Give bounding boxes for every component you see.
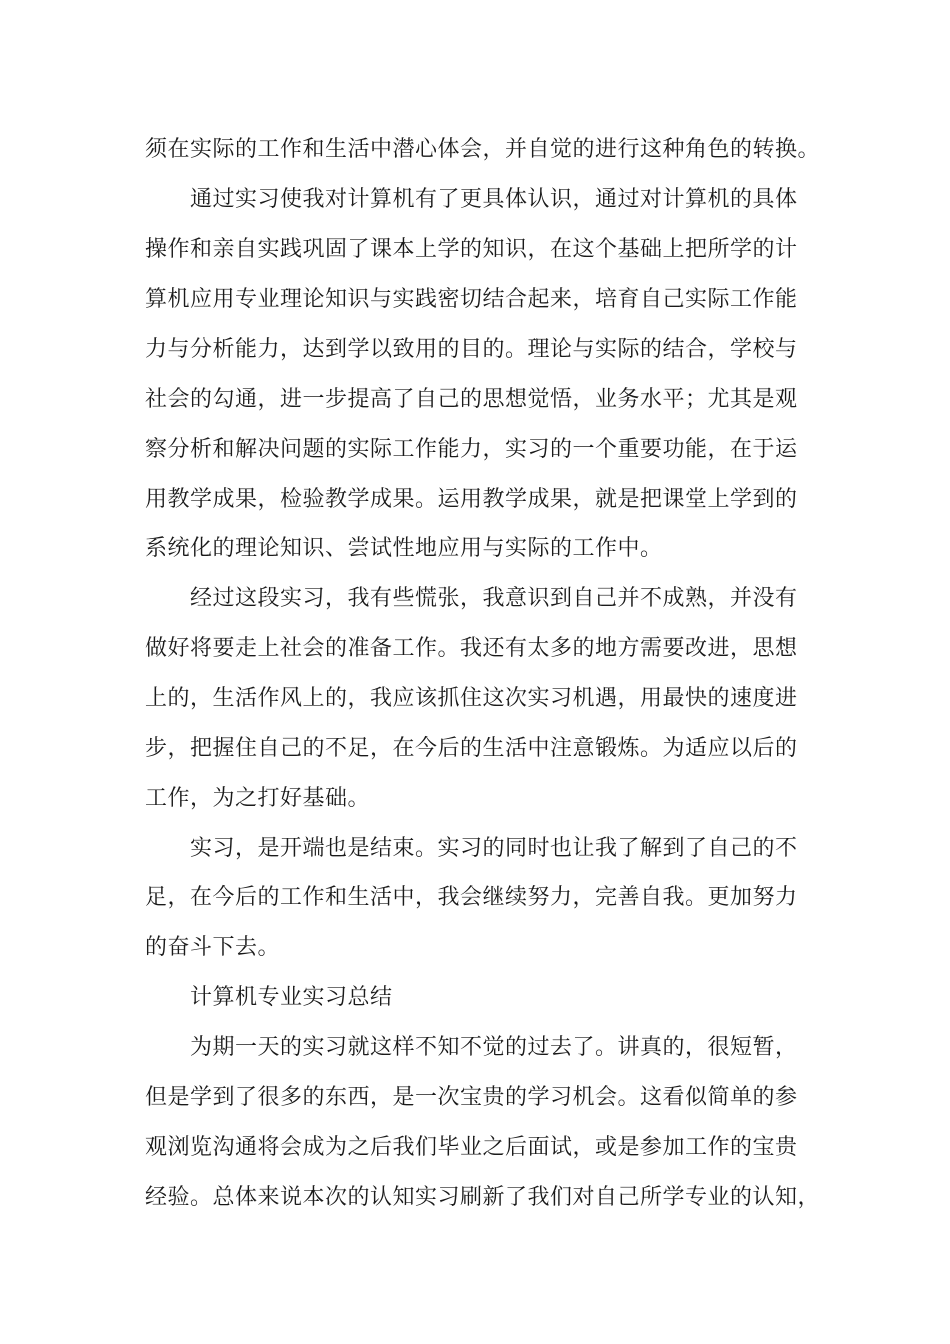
text-line-2: 通过实习使我对计算机有了更具体认识，通过对计算机的具体 [190,187,798,212]
text-line-16: 足，在今后的工作和生活中，我会继续努力，完善自我。更加努力 [145,885,798,910]
text-line-22: 经验。总体来说本次的认知实习刷新了我们对自己所学专业的认知， [145,1185,821,1210]
text-line-17: 的奋斗下去。 [145,935,281,960]
text-line-3: 操作和亲自实践巩固了课本上学的知识，在这个基础上把所学的计 [145,237,798,262]
text-line-7: 察分析和解决问题的实际工作能力，实习的一个重要功能，在于运 [145,437,798,462]
text-line-21: 观浏览沟通将会成为之后我们毕业之后面试，或是参加工作的宝贵 [145,1135,798,1160]
text-line-1: 须在实际的工作和生活中潜心体会，并自觉的进行这种角色的转换。 [145,137,821,162]
text-line-15: 实习，是开端也是结束。实习的同时也让我了解到了自己的不 [190,836,798,861]
text-line-6: 社会的勾通，进一步提高了自己的思想觉悟，业务水平；尤其是观 [145,387,798,412]
text-line-8: 用教学成果，检验教学成果。运用教学成果，就是把课堂上学到的 [145,487,798,512]
text-line-13: 步，把握住自己的不足，在今后的生活中注意锻炼。为适应以后的 [145,736,798,761]
text-line-5: 力与分析能力，达到学以致用的目的。理论与实际的结合，学校与 [145,337,798,362]
text-line-11: 做好将要走上社会的准备工作。我还有太多的地方需要改进，思想 [145,636,798,661]
text-line-19: 为期一天的实习就这样不知不觉的过去了。讲真的，很短暂， [190,1035,798,1060]
text-line-20: 但是学到了很多的东西，是一次宝贵的学习机会。这看似简单的参 [145,1085,798,1110]
text-line-10: 经过这段实习，我有些慌张，我意识到自己并不成熟，并没有 [190,586,798,611]
text-line-14: 工作，为之打好基础。 [145,786,371,811]
text-line-9: 系统化的理论知识、尝试性地应用与实际的工作中。 [145,536,663,561]
text-line-12: 上的，生活作风上的，我应该抓住这次实习机遇，用最快的速度进 [145,686,798,711]
section-heading: 计算机专业实习总结 [190,985,393,1010]
text-line-4: 算机应用专业理论知识与实践密切结合起来，培育自己实际工作能 [145,287,798,312]
